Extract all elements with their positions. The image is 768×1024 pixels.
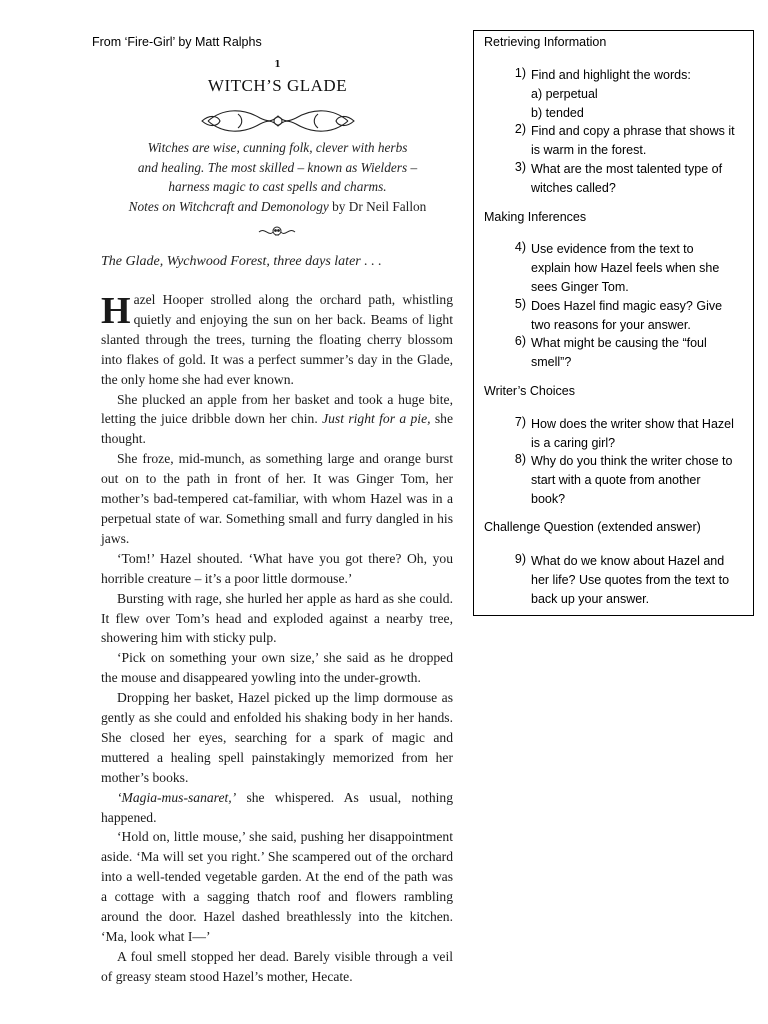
section-title-inferences: Making Inferences	[484, 210, 587, 224]
citation-author: Dr Neil Fallon	[348, 198, 427, 214]
question-line: Find and highlight the words:	[531, 68, 691, 82]
question-number: 1)	[514, 66, 526, 80]
questions-box	[473, 30, 754, 616]
question-number: 7)	[514, 415, 526, 429]
section-title-writers-choices: Writer’s Choices	[484, 384, 575, 398]
italic-spell: ‘Magia-mus-sanaret,’	[117, 789, 237, 805]
question-number: 2)	[514, 122, 526, 136]
source-line: From ‘Fire-Girl’ by Matt Ralphs	[92, 35, 262, 49]
story-paragraph: ‘Hold on, little mouse,’ she said, pushing her disappointment aside. ‘Ma will set you right.’ She scampered out of the orchard into a well-tended vegetable garden. At the end of the path was a cottage with a sagging thatch roof and flowers rambling around the door. Hazel dashed breathlessly into the kitchen. ‘Ma, look what I—’	[101, 829, 453, 944]
question-text	[531, 452, 746, 508]
question-text	[531, 415, 746, 453]
question-line: witches called?	[531, 180, 616, 195]
section-title-challenge: Challenge Question (extended answer)	[484, 520, 701, 534]
question-line: her life? Use quotes from the text to	[531, 572, 730, 587]
epigraph-line: and healing. The most skilled – known as Wielders –	[137, 159, 418, 175]
question-number: 4)	[514, 240, 526, 254]
epigraph-citation	[100, 197, 455, 217]
question-line: b) tended	[531, 105, 584, 120]
skull-ornament-icon	[257, 224, 297, 240]
drop-cap: H	[101, 290, 131, 332]
scene-setting: The Glade, Wychwood Forest, three days later . . .	[101, 254, 382, 269]
question-line: is a caring girl?	[531, 435, 616, 450]
story-paragraph: She froze, mid-munch, as something large and orange burst out on to the path in front of her. It was Ginger Tom, her mother’s bad-tempered cat-familiar, with whom Hazel was in a perpetual state of war. Something small and furry dangled in his jaws.	[101, 451, 453, 546]
question-line: start with a quote from another	[531, 472, 701, 487]
question-line: What do we know about Hazel and	[531, 554, 725, 568]
question-line: Does Hazel find magic easy? Give	[531, 299, 723, 313]
epigraph-line: harness magic to cast spells and charms.	[168, 179, 387, 195]
question-text	[531, 122, 746, 160]
story-paragraph	[101, 788, 453, 828]
question-line: two reasons for your answer.	[531, 317, 691, 332]
question-line: sees Ginger Tom.	[531, 279, 629, 294]
chapter-title: WITCH’S GLADE	[207, 76, 348, 95]
question-line: Find and copy a phrase that shows it	[531, 124, 735, 138]
section-title-retrieving: Retrieving Information	[484, 35, 607, 49]
italic-thought: Just right for a pie,	[322, 411, 431, 427]
question-text	[531, 334, 746, 372]
question-text	[531, 297, 746, 335]
question-line: smell”?	[531, 354, 572, 369]
story-paragraph	[101, 290, 453, 390]
story-paragraph	[101, 390, 453, 450]
paragraph-text: she thought.	[101, 411, 453, 447]
question-line: a) perpetual	[531, 86, 598, 101]
citation-by: by	[328, 198, 349, 214]
question-line: explain how Hazel feels when she	[531, 260, 720, 275]
question-text	[531, 552, 746, 608]
question-number: 6)	[514, 334, 526, 348]
question-number: 3)	[514, 160, 526, 174]
question-text	[531, 160, 746, 198]
question-line: What are the most talented type of	[531, 162, 723, 176]
story-paragraph: A foul smell stopped her dead. Barely visible through a veil of greasy steam stood Hazel’s mother, Hecate.	[101, 948, 453, 984]
story-text	[101, 290, 453, 987]
paragraph-text: azel Hooper strolled along the orchard path, whistling quietly and enjoying the sun on her back. Beams of light slanted through the trees, turning the floating cherry blossom into flakes of gold. It was a perfect summer’s day in the Glade, the only home she had ever known.	[101, 292, 453, 387]
question-line: back up your answer.	[531, 591, 650, 606]
epigraph-line: Witches are wise, cunning folk, clever with herbs	[147, 140, 408, 155]
question-number: 5)	[514, 297, 526, 311]
story-paragraph: ‘Pick on something your own size,’ she said as he dropped the mouse and disappeared yowling into the under-growth.	[101, 650, 453, 686]
question-line: How does the writer show that Hazel	[531, 417, 734, 431]
citation-title: Notes on Witchcraft and Demonology	[128, 198, 329, 214]
ornament-divider-icon	[198, 104, 358, 138]
question-number: 8)	[514, 452, 526, 466]
question-line: What might be causing the “foul	[531, 336, 707, 350]
story-paragraph: Dropping her basket, Hazel picked up the limp dormouse as gently as she could and enfolded his shaking body in her hands. She closed her eyes, searching for a spark of magic and muttered a healing spell painstakingly memorized from her mother’s books.	[101, 690, 453, 785]
question-text	[531, 240, 746, 296]
question-line: Use evidence from the text to	[531, 242, 694, 256]
question-line: is warm in the forest.	[531, 142, 647, 157]
story-paragraph: Bursting with rage, she hurled her apple as hard as she could. It flew over Tom’s head and exploded against a nearby tree, showering him with sticky pulp.	[101, 590, 453, 646]
epigraph	[100, 138, 455, 216]
paragraph-text: She plucked an apple from her basket and took a huge bite, letting the juice dribble down her chin.	[101, 391, 453, 427]
story-paragraph: ‘Tom!’ Hazel shouted. ‘What have you got there? Oh, you horrible creature – it’s a poor little dormouse.’	[101, 550, 453, 586]
question-number: 9)	[514, 552, 526, 566]
question-line: book?	[531, 491, 566, 506]
paragraph-text: she whispered. As usual, nothing happened.	[101, 789, 453, 825]
chapter-number: 1	[274, 60, 281, 70]
question-line: Why do you think the writer chose to	[531, 454, 733, 468]
question-text	[531, 66, 746, 122]
